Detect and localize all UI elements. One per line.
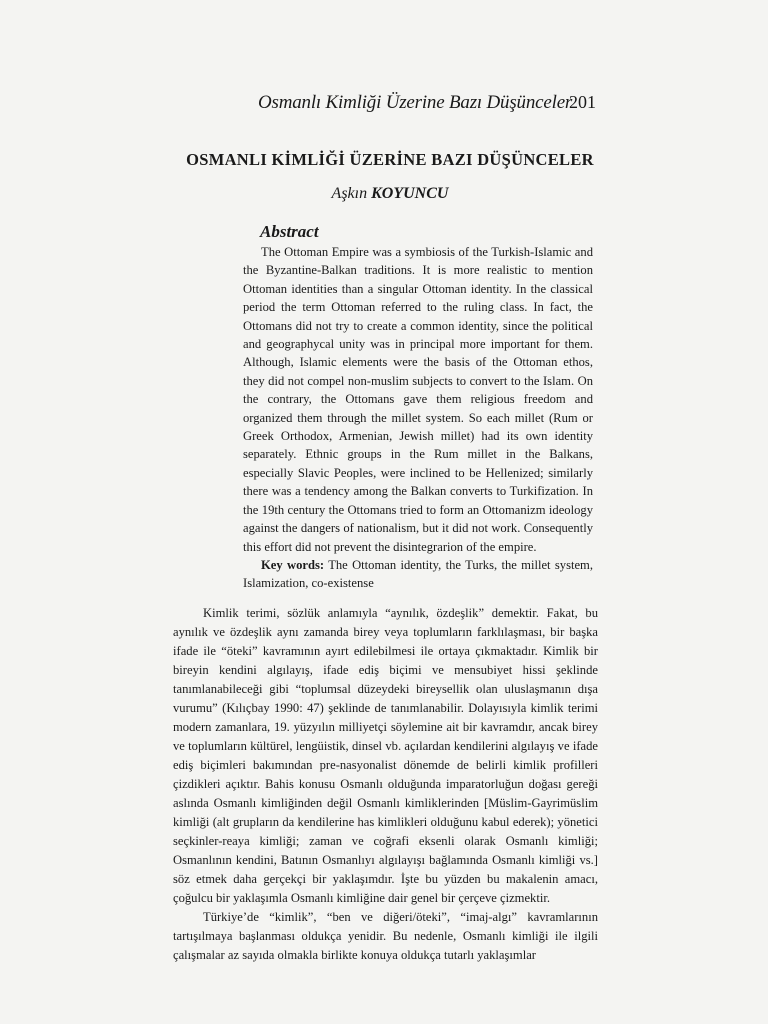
running-header (174, 92, 598, 122)
author-first-name: Aşkın (331, 185, 368, 202)
abstract-section (243, 243, 593, 593)
keywords-text: The Ottoman identity, the Turks, the millet system, Islamization, co-existense (243, 557, 594, 591)
abstract-heading: Abstract (260, 222, 319, 241)
running-title: Osmanlı Kimliği Üzerine Bazı Düşünceler (258, 92, 573, 113)
body-paragraph-1: Kimlik terimi, sözlük anlamıyla “aynılık, özdeşlik” demektir. Fakat, bu aynılık ve özdeşlik aynı zamanda birey veya toplumların farklılaşması, bir başka ifade ile “öteki” kavramının ayırt edilebilmesi ile ortaya çıkmaktadır. Kimlik bir bireyin kendini algılayış, ifade ediş biçimi ve mensubiyet hissi şeklinde tanımlanabileceği gibi “toplumsal düzeydeki bireysellik olan uluslaşmanın dışa vurumu” (Kılıçbay 1990: 47) şeklinde de tanımlanabilir. Dolayısıyla kimlik terimi modern zamanlara, 19. yüzyılın milliyetçi söylemine ait bir kavramdır, ancak birey ve toplumların kültürel, lengüistik, dinsel vb. açılardan kendilerini algılayış ve ifade ediş biçimleri bakımından pre-nasyonalist dönemde de belirli kimlik profilleri çizdikleri açıktır. Bahis konusu Osmanlı olduğunda imparatorluğun doğası gereği aslında Osmanlı kimliğinden değil Osmanlı kimliklerinden [Müslim-Gayrimüslim kimliği (alt grupların da kendilerine has kimlikleri olduğunu kabul ederek); yönetici seçkinler-reaya kimliği; zaman ve coğrafi eksenli olarak Osmanlı kimliği; Osmanlının kendini, Batının Osmanlıyı algılayışı bağlamında Osmanlı kimliği vs.] söz etmek daha gerçekçi bir yaklaşımdır. İşte bu yüzden bu makalenin amacı, çoğulcu bir yaklaşımla Osmanlı kimliğine dair genel bir çerçeve çizmektir. (173, 606, 598, 905)
abstract-text: The Ottoman Empire was a symbiosis of the Turkish-Islamic and the Byzantine-Balkan traditions. It is more realistic to mention Ottoman identities than a singular Ottoman identity. In the classical period the term Ottoman referred to the ruling class. In fact, the Ottomans did not try to create a common identity, since the political and geographycal unity was in principal more important for them. Although, Islamic elements were the basis of the Ottoman ethos, they did not compel non-muslim subjects to convert to the Islam. On the contrary, the Ottomans gave them religious freedom and organized them through the millet system. So each millet (Rum or Greek Orthodox, Armenian, Jewish millet) had its own identity separately. Ethnic groups in the Rum millet in the Balkans, especially Slavic Peoples, were inclined to be Hellenized; similarly there was a tendency among the Balkan converts to Turkifization. In the 19th century the Ottomans tried to form an Ottomanizm ideology against the dangers of nationalism, but it did not work. Consequently this effort did not prevent the disintegrarion of the empire. (243, 245, 593, 554)
body-paragraph-2: Türkiye’de “kimlik”, “ben ve diğeri/öteki”, “imaj-algı” kavramlarının tartışılmaya başlanması oldukça yenidir. Bu nedenle, Osmanlı kimliği ile ilgili çalışmalar az sayıda olmakla birlikte konuya oldukça tutarlı yaklaşımlar (173, 910, 598, 962)
article-title: OSMANLI KİMLİĞİ ÜZERİNE BAZI DÜŞÜNCELER (186, 150, 594, 169)
body-text (173, 604, 598, 965)
page-number: 201 (569, 92, 596, 112)
author-name (0, 185, 768, 203)
keywords-line (243, 556, 593, 593)
author-last-name: KOYUNCU (371, 185, 449, 202)
keywords-label: Key words: (261, 557, 325, 572)
